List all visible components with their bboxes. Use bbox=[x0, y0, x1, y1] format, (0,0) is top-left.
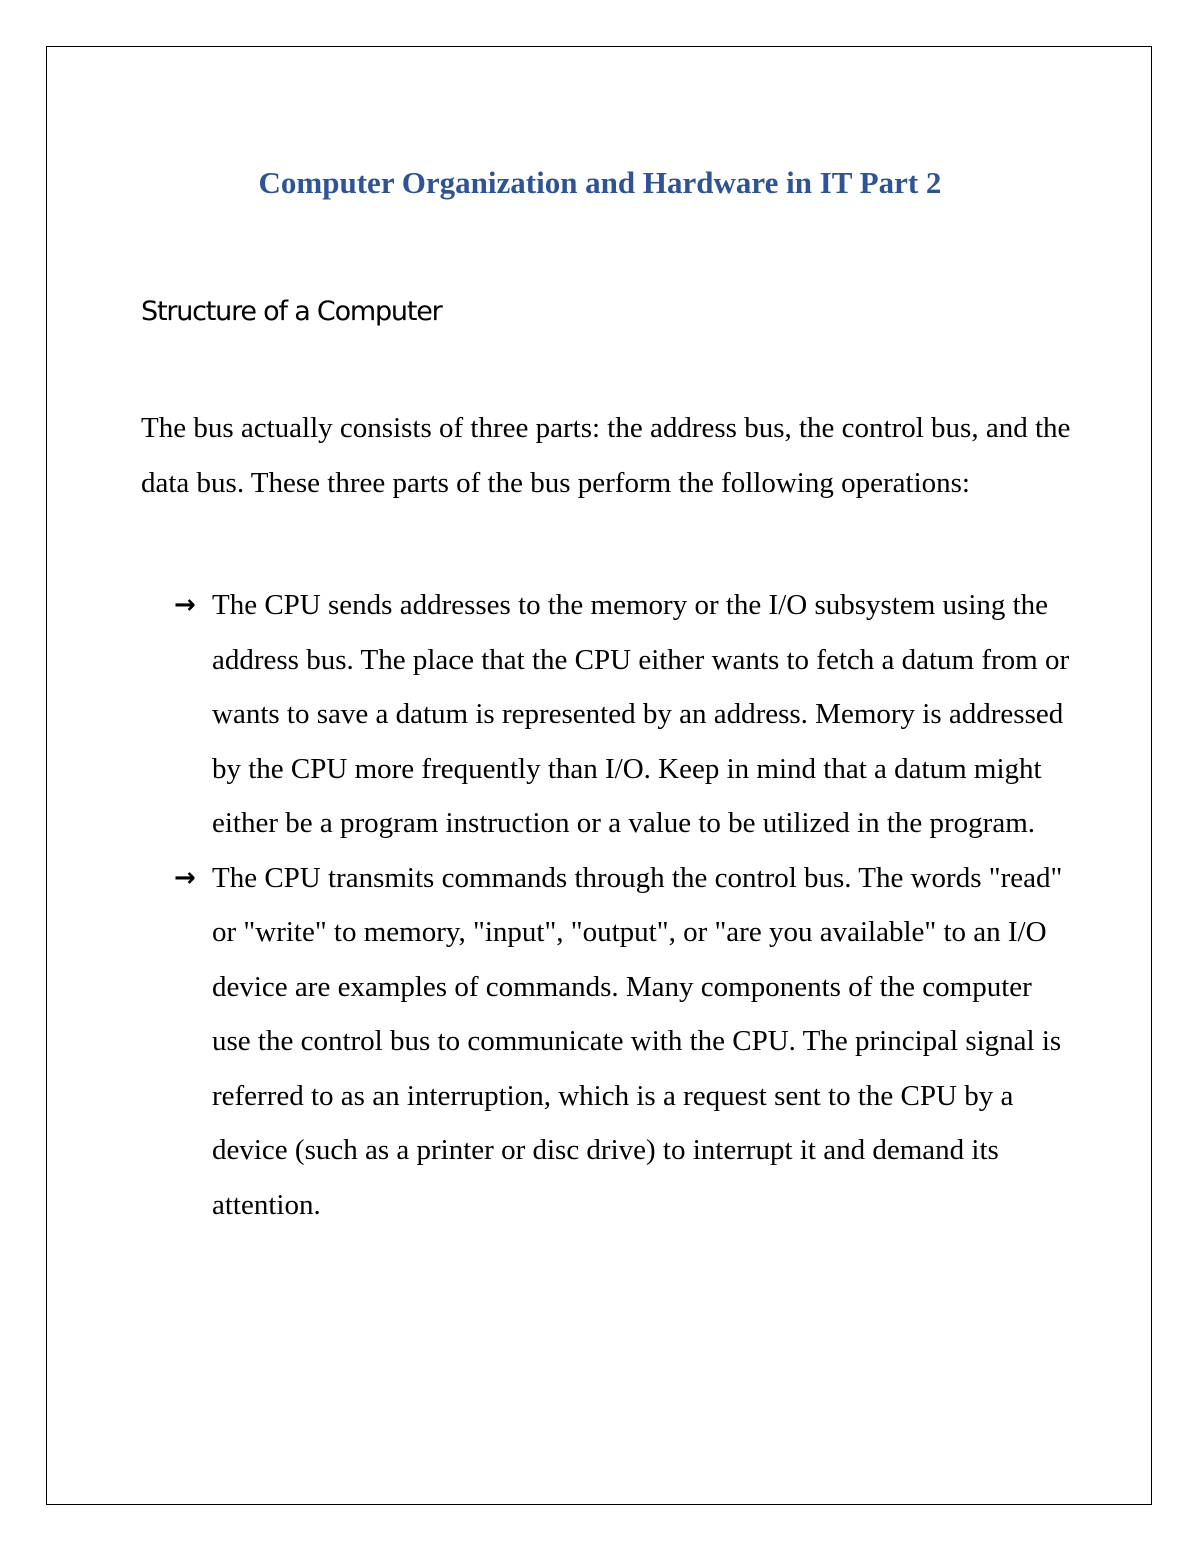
bullet-text: The CPU transmits commands through the control bus. The words "read" or "write" to memory, "input", "output", or "are you available" to an I/O device are examples of commands. Many components of the computer use the control bus to communicate with the CPU. The principal signal is referred to as an interruption, which is a request sent to the CPU by a device (such as a printer or disc drive) to interrupt it and demand its attention. bbox=[212, 861, 1063, 1221]
intro-paragraph: The bus actually consists of three parts: the address bus, the control bus, and the data bus. These three parts of the bus perform the following operations: bbox=[141, 412, 1071, 499]
right-arrow-icon: → bbox=[174, 862, 196, 893]
right-arrow-icon: → bbox=[174, 590, 196, 620]
document-title: Computer Organization and Hardware in IT Part 2 bbox=[258, 165, 942, 200]
bullet-item-control-bus bbox=[174, 851, 1074, 1233]
bullet-list bbox=[174, 578, 1074, 1232]
section-heading: Structure of a Computer bbox=[141, 296, 442, 327]
bullet-text: The CPU sends addresses to the memory or the I/O subsystem using the address bus. The place that the CPU either wants to fetch a datum from or wants to save a datum is represented by an address. Memory is addressed by the CPU more frequently than I/O. Keep in mind that a datum might either be a program instruction or a value to be utilized in the program. bbox=[212, 589, 1070, 839]
bullet-item-address-bus bbox=[174, 578, 1074, 851]
